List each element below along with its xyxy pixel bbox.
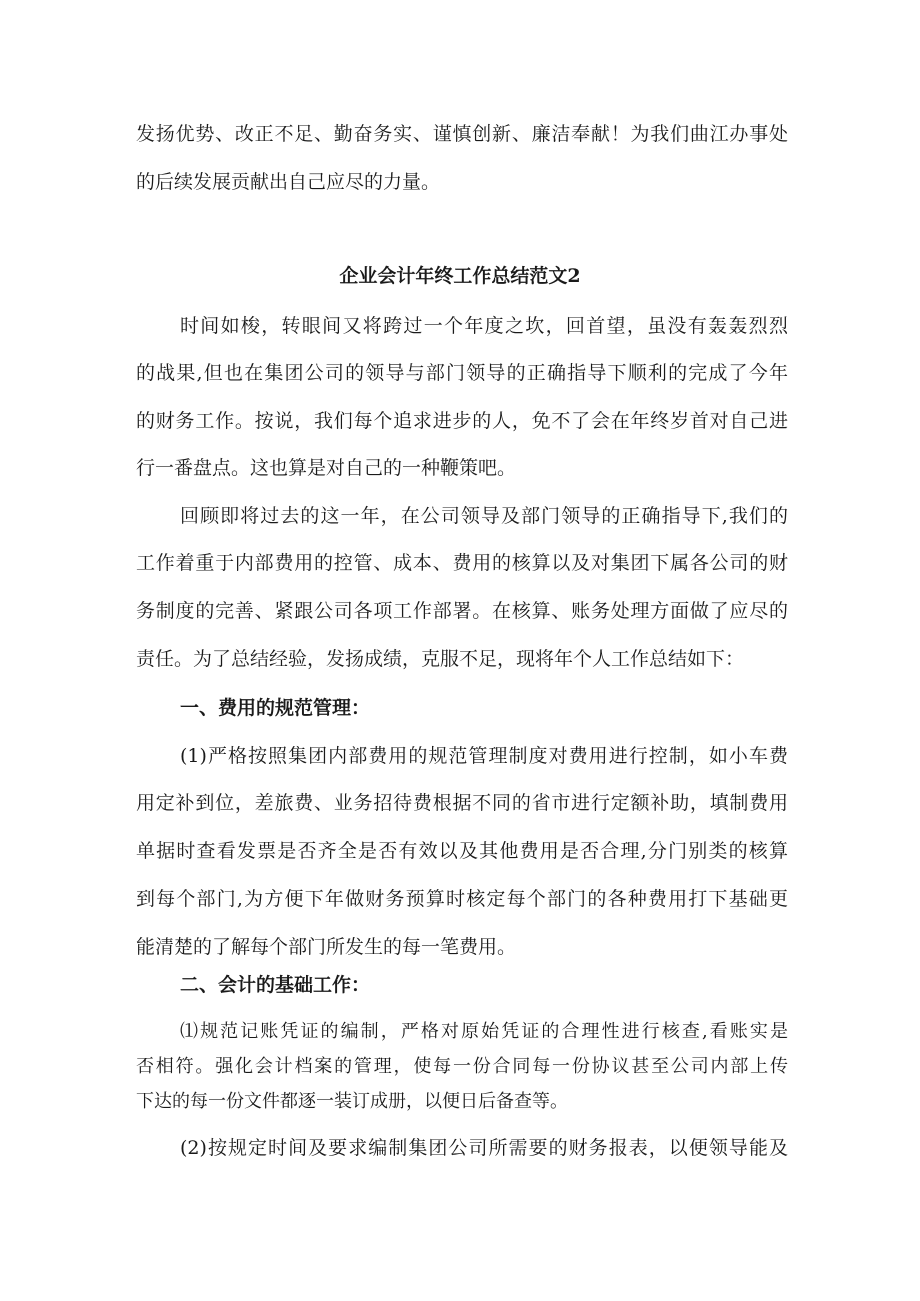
para1-line-3: 的财务工作。按说，我们每个追求进步的人，免不了会在年终岁首对自己进 xyxy=(136,410,788,432)
para2-line-3: 务制度的完善、紧跟公司各项工作部署。在核算、账务处理方面做了应尽的 xyxy=(136,600,788,622)
intro-line-1: 发扬优势、改正不足、勤奋务实、谨慎创新、廉洁奉献！为我们曲江办事处 xyxy=(136,123,788,145)
document-title: 企业会计年终工作总结范文2 xyxy=(339,265,581,287)
para3-line-3: 单据时查看发票是否齐全是否有效以及其他费用是否合理,分门别类的核算 xyxy=(136,840,788,862)
para2-line-1: 回顾即将过去的这一年，在公司领导及部门领导的正确指导下,我们的 xyxy=(180,505,788,527)
section-heading-2: 二、会计的基础工作： xyxy=(180,974,371,996)
para4-line-1: ⑴规范记账凭证的编制，严格对原始凭证的合理性进行核查,看账实是 xyxy=(180,1021,788,1042)
para3-line-1: (1)严格按照集团内部费用的规范管理制度对费用进行控制，如小车费 xyxy=(180,745,788,767)
para2-line-2: 工作着重于内部费用的控管、成本、费用的核算以及对集团下属各公司的财 xyxy=(136,552,788,574)
para4-line-3: 下达的每一份文件都逐一装订成册，以便日后备查等。 xyxy=(136,1091,568,1112)
intro-line-2: 的后续发展贡献出自己应尽的力量。 xyxy=(136,171,441,193)
para2-line-4: 责任。为了总结经验，发扬成绩，克服不足，现将年个人工作总结如下： xyxy=(136,648,745,670)
para1-line-2: 的战果,但也在集团公司的领导与部门领导的正确指导下顺利的完成了今年 xyxy=(136,362,788,384)
para5-line-1: (2)按规定时间及要求编制集团公司所需要的财务报表，以便领导能及 xyxy=(180,1137,788,1159)
para1-line-4: 行一番盘点。这也算是对自己的一种鞭策吧。 xyxy=(136,457,517,479)
para3-line-4: 到每个部门,为方便下年做财务预算时核定每个部门的各种费用打下基础更 xyxy=(136,888,788,910)
para3-line-2: 用定补到位，差旅费、业务招待费根据不同的省市进行定额补助，填制费用 xyxy=(136,792,788,814)
section-heading-1: 一、费用的规范管理： xyxy=(180,697,371,719)
para1-line-1: 时间如梭，转眼间又将跨过一个年度之坎，回首望，虽没有轰轰烈烈 xyxy=(180,315,788,337)
para4-line-2: 否相符。强化会计档案的管理，使每一份合同每一份协议甚至公司内部上传 xyxy=(136,1056,788,1077)
para3-line-5: 能清楚的了解每个部门所发生的每一笔费用。 xyxy=(136,936,517,958)
